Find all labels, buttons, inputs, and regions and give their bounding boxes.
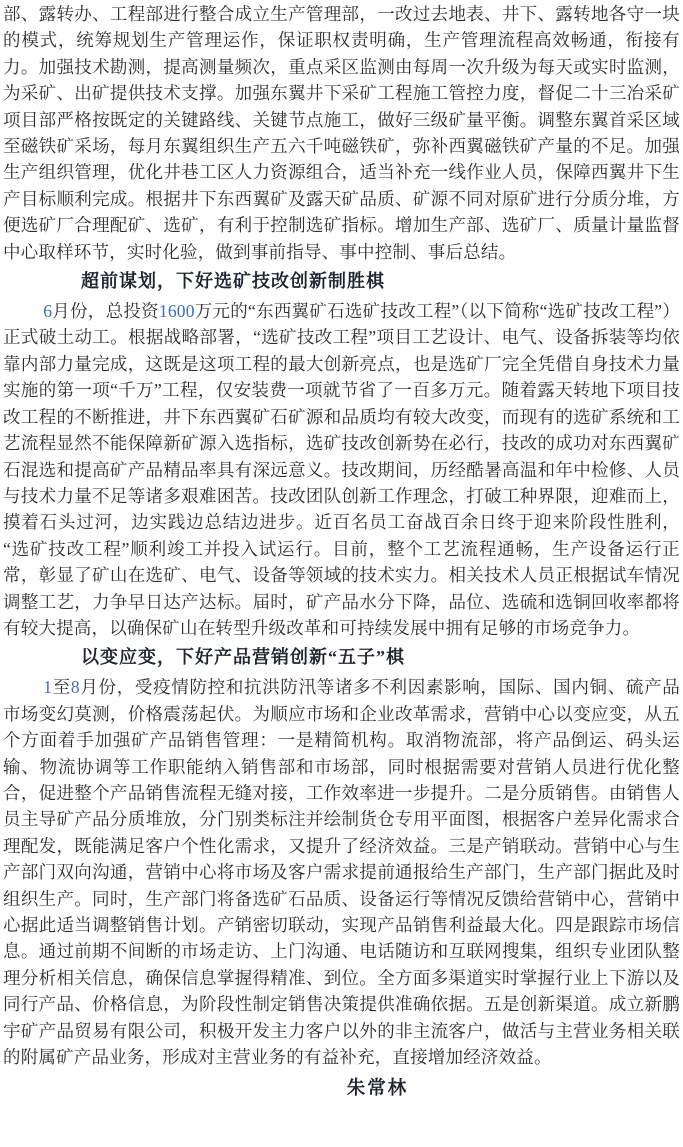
paragraph-tech-upgrade: 6月份，总投资1600万元的“东西翼矿石选矿技改工程”（以下简称“选矿技改工程”）正式破土动工。根据战略部署，“选矿技改工程”项目工艺设计、电气、设备拆装等均依靠内部力量完成，这既是这项工程的最大创新亮点，也是选矿厂完全凭借自身技术力量实施的第一项“千万”工程，仅安装费一项就节省了一百多万元。随着露天转地下项目技改工程的不断推进，井下东西翼矿石矿源和品质均有较大改变，而现有的选矿系统和工艺流程显然不能保障新矿源入选指标，选矿技改创新势在必行，技改的成功对东西翼矿石混选和提高矿产品精品率具有深远意义。技改期间，历经酷暑高温和年中检修、人员与技术力量不足等诸多艰难困苦。技改团队创新工作理念，打破工种界限，迎难而上，摸着石头过河，边实践边总结边进步。近百名员工奋战百余日终于迎来阶段性胜利，“选矿技改工程”顺利竣工并投入试运行。目前，整个工艺流程通畅，生产设备运行正常，彰显了矿山在选矿、电气、设备等领域的技术实力。相关技术人员正根据试车情况调整工艺，力争早日达产达标。届时，矿产品水分下降，品位、选硫和选铜回收率都将有较大提高，以确保矿山在转型升级改革和可持续发展中拥有足够的市场竞争力。	[3, 301, 680, 638]
number-accent: 6	[43, 301, 53, 322]
section-heading-tech-upgrade: 超前谋划，下好选矿技改创新制胜棋	[81, 271, 385, 292]
paragraph-marketing: 1至8月份，受疫情防控和抗洪防汛等诸多不利因素影响，国际、国内铜、硫产品市场变幻莫测，价格震荡起伏。为顺应市场和企业改革需求，营销中心以变应变，从五个方面着手加强矿产品销售管理：一是精简机构。取消物流部，将产品倒运、码头运输、物流协调等工作职能纳入销售部和市场部，同时根据需要对营销人员进行优化整合，促进整个产品销售流程无缝对接，工作效率进一步提升。二是分质销售。由销售人员主导矿产品分质堆放，分门别类标注并绘制货仓专用平面图，根据客户差异化需求合理配发，既能满足客户个性化需求，又提升了经济效益。三是产销联动。营销中心与生产部门双向沟通，营销中心将市场及客户需求提前通报给生产部门，生产部门据此及时组织生产。同时，生产部门将备选矿石品质、设备运行等情况反馈给营销中心，营销中心据此适当调整销售计划。产销密切联动，实现产品销售利益最大化。四是跟踪市场信息。通过前期不间断的市场走访、上门沟通、电话随访和互联网搜集，组织专业团队整理分析相关信息，确保信息掌握得精准、到位。全方面多渠道实时掌握行业上下游以及同行产品、价格信息，为阶段性制定销售决策提供准确依据。五是创新渠道。成立新鹏宇矿产品贸易有限公司，积极开发主力客户以外的非主流客户，做活与主营业务相关联的附属矿产品业务，形成对主营业务的有益补充，直接增加经济效益。	[3, 677, 680, 1068]
number-accent: 8	[70, 677, 80, 698]
section-heading-marketing: 以变应变，下好产品营销创新“五子”棋	[81, 647, 405, 668]
number-accent: 1600	[158, 301, 195, 322]
number-accent: 1	[43, 677, 53, 698]
author-byline: 朱常林	[346, 1079, 409, 1100]
paragraph-continued: 部、露转办、工程部进行整合成立生产管理部，一改过去地表、井下、露转地各守一块的模式，统筹规划生产管理运作，保证职权责明确，生产管理流程高效畅通，衔接有力。加强技术勘测，提高测量频次，重点采区监测由每周一次升级为每天或实时监测，为采矿、出矿提供技术支撑。加强东翼井下采矿工程施工管控力度，督促二十三冶采矿项目部严格按既定的关键路线、关键节点施工，做好三级矿量平衡。调整东翼首采区域至磁铁矿采场，每月东翼组织生产五六千吨磁铁矿，弥补西翼磁铁矿产量的不足。加强生产组织管理，优化井巷工区人力资源组合，适当补充一线作业人员，保障西翼井下生产目标顺利完成。根据井下东西翼矿及露天矿品质、矿源不同对原矿进行分质分堆，方便选矿厂合理配矿、选矿，有利于控制选矿指标。增加生产部、选矿厂、质量计量监督中心取样环节，实时化验，做到事前指导、事中控制、事后总结。	[3, 4, 680, 262]
